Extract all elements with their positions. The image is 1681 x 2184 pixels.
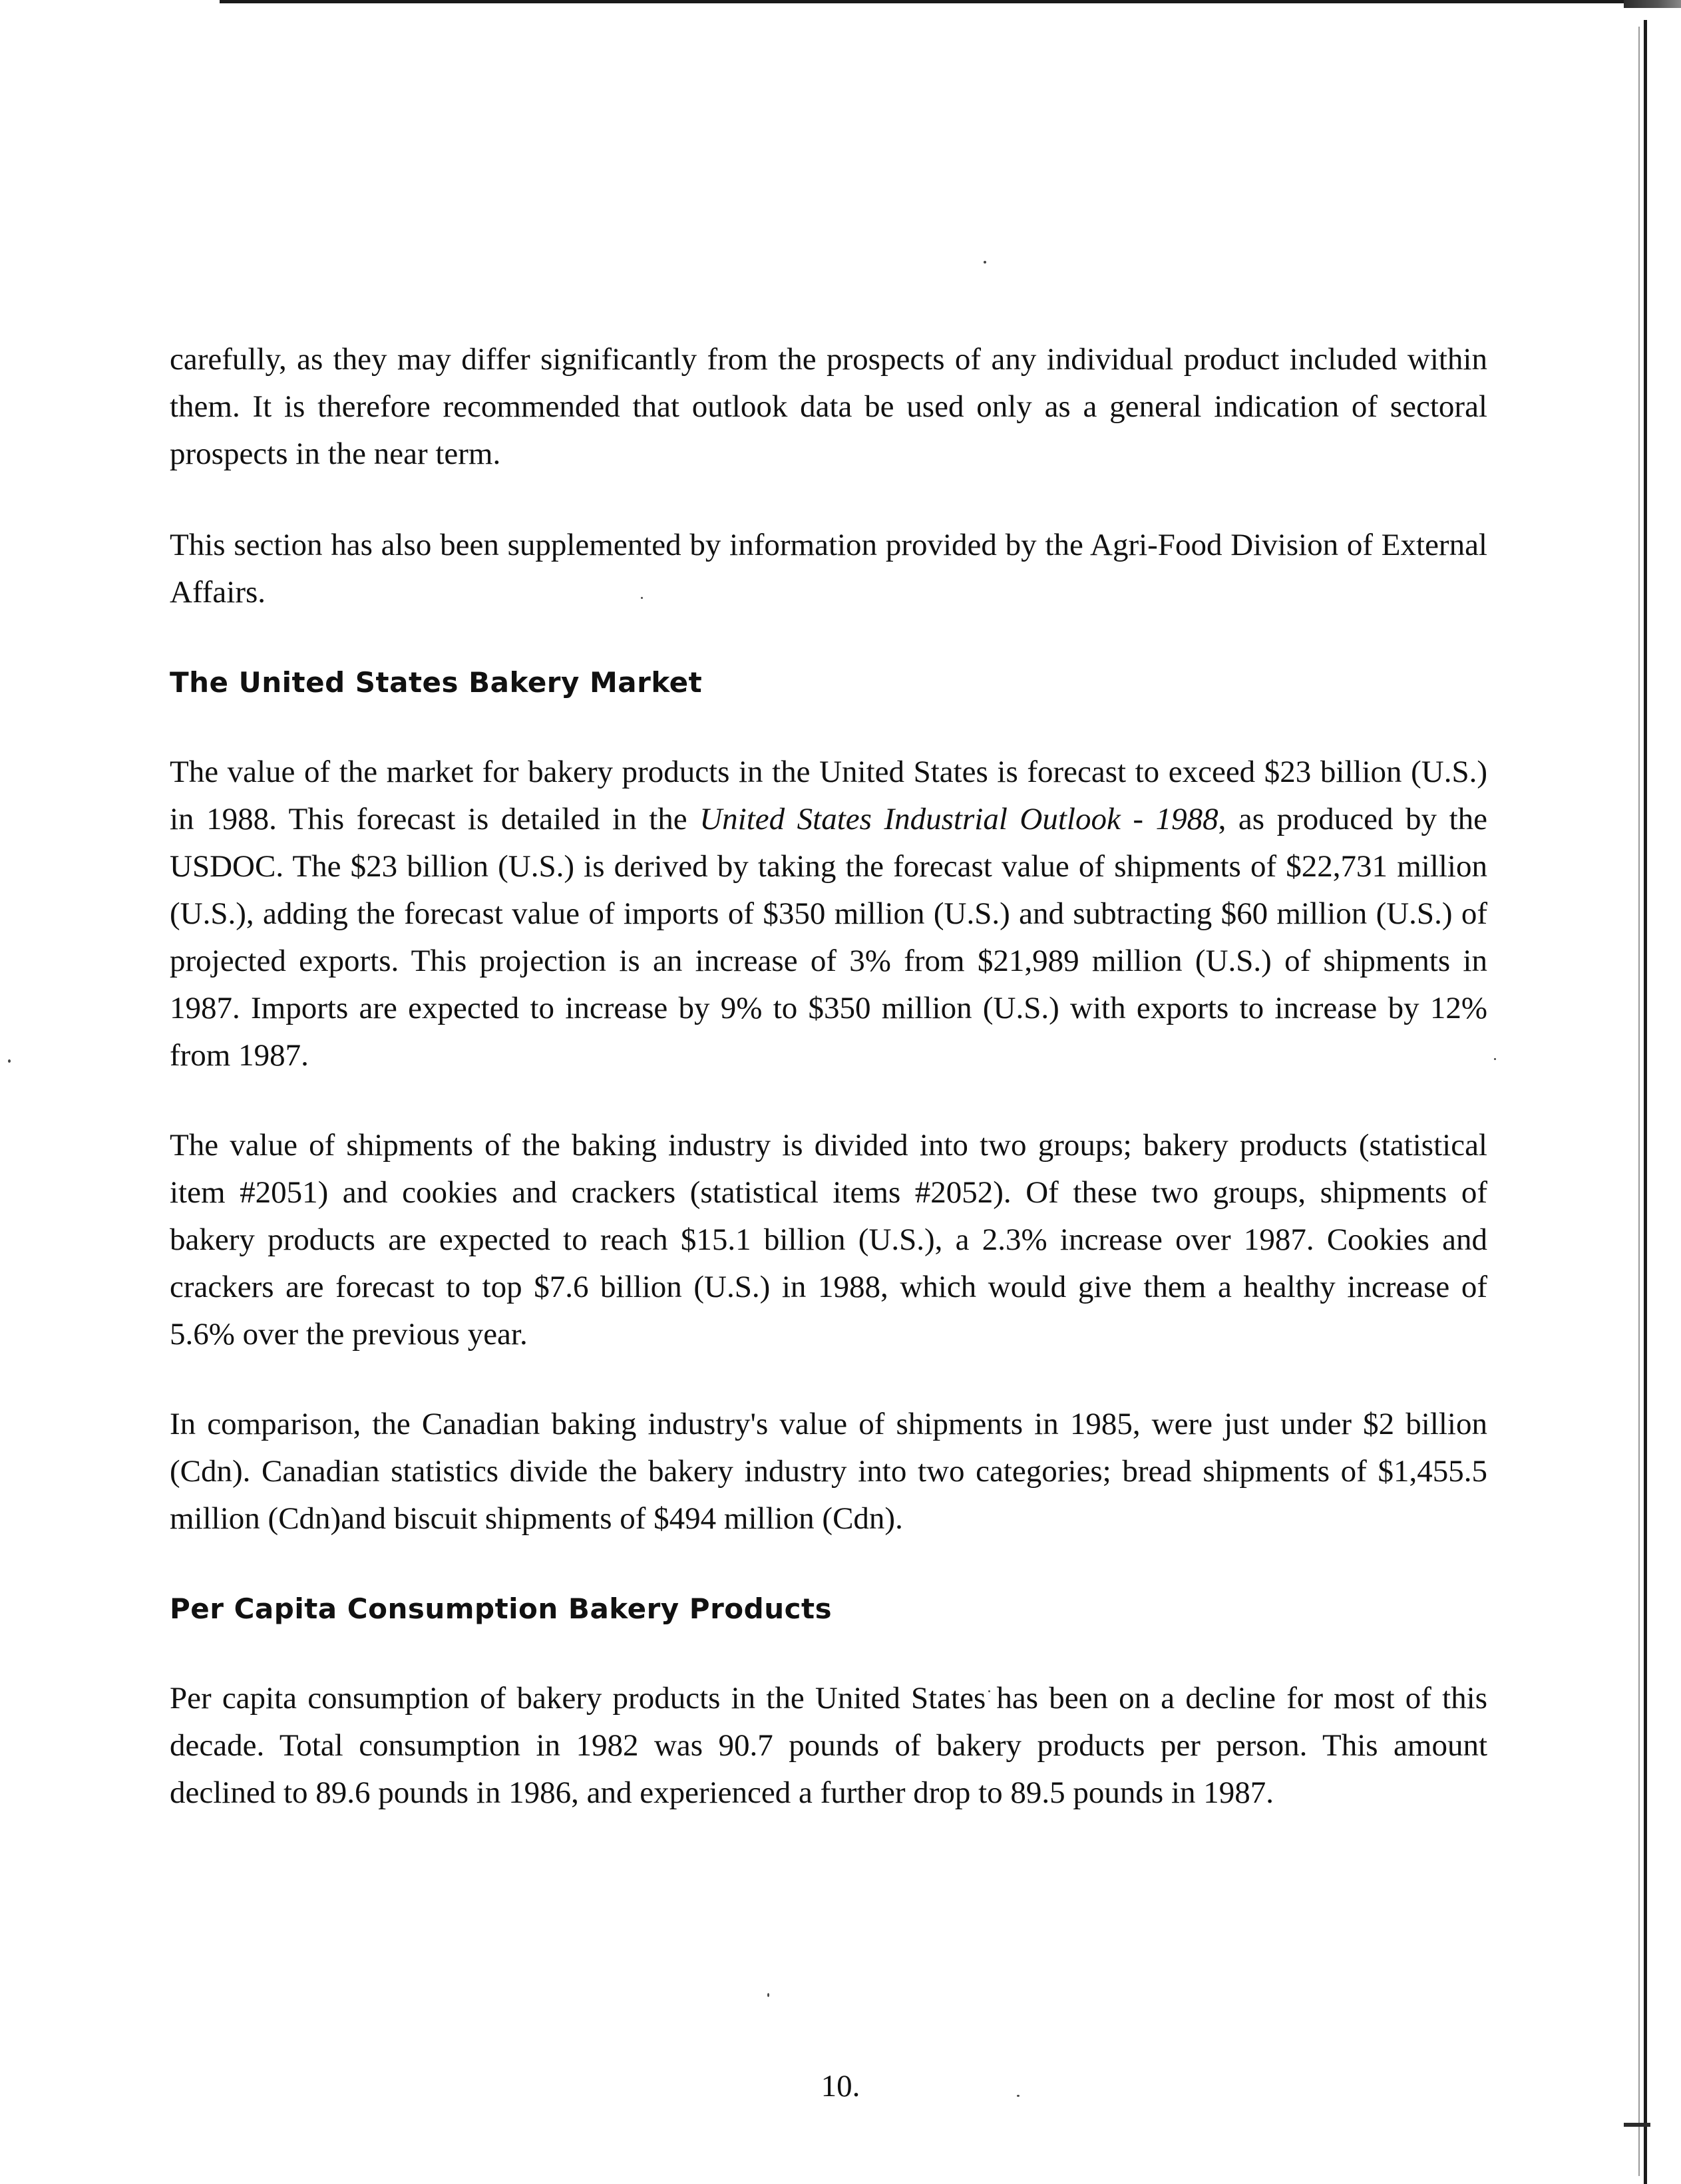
heading-per-capita-consumption: Per Capita Consumption Bakery Products	[170, 1592, 833, 1625]
binding-edge-foot	[1624, 2123, 1650, 2127]
paragraph-gap	[170, 616, 1487, 659]
scan-speck	[1494, 1058, 1496, 1060]
paragraph-shipments-groups: The value of shipments of the baking industry is divided into two groups; bakery products (statistical item #2051) and cookies and crackers (statistical items #2052). Of these two groups, shipments of bakery products are expected to reach $15.1 billion (U.S.), a 2.3% increase over 1987. Cookies and crackers are forecast to top $7.6 billion (U.S.) in 1988, which would give them a healthy increase of 5.6% over the previous year.	[170, 1128, 1487, 1352]
paragraph-per-capita-decline: Per capita consumption of bakery products in the United States has been on a decline for most of this decade. Total consumption in 1982 was 90.7 pounds of bakery products per person. This amount declined to 89.6 pounds in 1986, and experienced a further drop to 89.5 pounds in 1987.	[170, 1681, 1487, 1810]
page-number: 10.	[821, 2069, 860, 2103]
binding-edge-shadow	[1638, 27, 1640, 2176]
paragraph-gap	[170, 1632, 1487, 1675]
paragraph-outlook-caveat: carefully, as they may differ significantly from the prospects of any individual product included within them. It is therefore recommended that outlook data be used only as a general indication of sectoral prospects in the near term.	[170, 342, 1487, 471]
scan-speck	[984, 261, 986, 264]
publication-title: United States Industrial Outlook - 1988	[699, 802, 1218, 836]
paragraph-gap	[170, 706, 1487, 749]
paragraph-agri-food-source: This section has also been supplemented by information provided by the Agri-Food Division of External Affairs.	[170, 528, 1487, 610]
paragraph-gap	[170, 1358, 1487, 1401]
paragraph-gap	[170, 1543, 1487, 1585]
scan-speck	[8, 1059, 11, 1063]
scan-speck	[767, 1993, 769, 1997]
heading-us-bakery-market: The United States Bakery Market	[170, 666, 703, 699]
paragraph-us-market-value-part2: , as produced by the USDOC. The $23 billion (U.S.) is derived by taking the forecast value of shipments of $22,731 million (U.S.), adding the forecast value of imports of $350 million (U.S.) and subtracting $60 million (U.S.) of projected exports. This projection is an increase of 3% from $21,989 million (U.S.) of shipments in 1987. Imports are expected to increase by 9% to $350 million (U.S.) with exports to increase by 12% from 1987.	[170, 802, 1487, 1073]
paragraph-us-market-value	[170, 749, 1487, 1079]
scan-top-border	[220, 0, 1630, 3]
paragraph-gap	[170, 1079, 1487, 1122]
scan-corner-mark	[1624, 0, 1681, 8]
paragraph-gap	[170, 478, 1487, 522]
page-body	[170, 336, 1487, 1817]
paragraph-us-market-value-part1: The value of the market for bakery products in the United States is forecast to exceed $23 billion (U.S.) in 1988. This forecast is detailed in the	[170, 755, 1487, 836]
binding-edge	[1644, 20, 1647, 2184]
paragraph-canadian-comparison: In comparison, the Canadian baking industry's value of shipments in 1985, were just under $2 billion (Cdn). Canadian statistics divide the bakery industry into two categories; bread shipments of $1,455.5 million (Cdn)and biscuit shipments of $494 million (Cdn).	[170, 1407, 1487, 1536]
